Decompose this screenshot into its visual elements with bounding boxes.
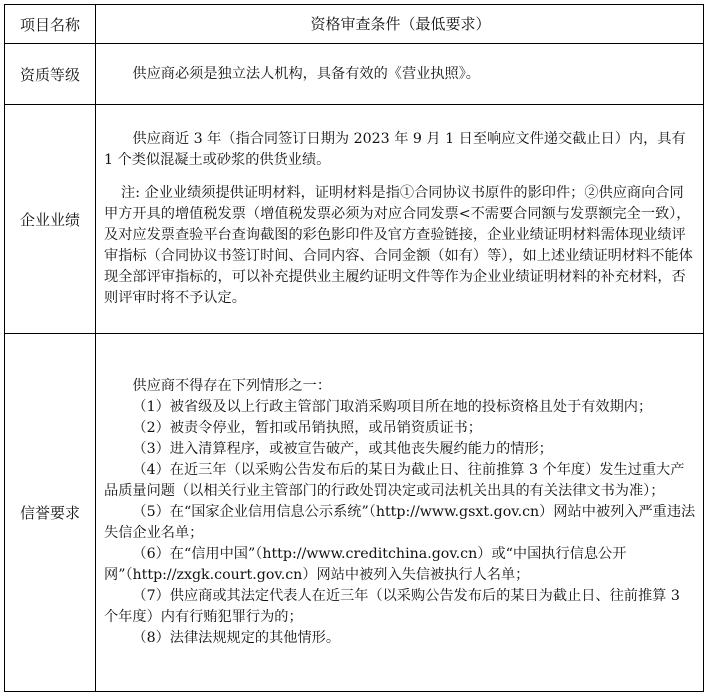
qualification-table [4,4,704,692]
list-item: （8）法律法规规定的其他情形。 [132,630,341,646]
row-label: 企业业绩 [5,105,96,334]
list-item: （2）被责令停业，暂扣或吊销执照，或吊销资质证书； [132,420,482,436]
header-item-name: 项目名称 [5,5,96,44]
row-content [96,44,704,105]
list-item: （1）被省级及以上行政主管部门取消采购项目所在地的投标资格且处于有效期内； [132,399,653,415]
list-item: （3）进入清算程序，或被宣告破产，或其他丧失履约能力的情形； [132,441,553,457]
row-label: 资质等级 [5,44,96,105]
paragraph-gap [104,171,697,183]
table-header-row [5,5,704,44]
row-content [96,334,704,692]
paragraph: 供应商近 3 年（指合同签订日期为 2023 年 9 月 1 日至响应文件递交截止日）内，具有 1 个类似混凝土或砂浆的供货业绩。 [104,131,686,168]
list-item: （5）在“国家企业信用信息公示系统”（http://www.gsxt.gov.cn）网站中被列入严重违法失信企业名单； [104,504,696,541]
table-row [5,105,704,334]
row-content [96,105,704,334]
paragraph: 供应商不得存在下列情形之一： [132,378,332,394]
paragraph: 供应商必须是独立法人机构，具备有效的《营业执照》。 [132,65,480,82]
row-label: 信誉要求 [5,334,96,692]
table-row [5,44,704,105]
header-requirement: 资格审查条件（最低要求） [96,5,704,44]
list-item: （4）在近三年（以采购公告发布后的某日为截止日、往前推算 3 个年度）发生过重大产品质量问题（以相关行业主管部门的行政处罚决定或司法机关出具的有关法律文书为准）； [104,462,685,499]
list-item: （6）在“信用中国”（http://www.creditchina.gov.cn）或“中国执行信息公开网”（http://zxgk.court.gov.cn）网站中被列入失信被执行人名单； [104,546,627,583]
table-row [5,334,704,692]
list-item: （7）供应商或其法定代表人在近三年（以采购公告发布后的某日为截止日、往前推算 3 个年度）内有行贿犯罪行为的； [104,588,680,625]
paragraph: 注: 企业业绩须提供证明材料，证明材料是指①合同协议书原件的影印件；②供应商向合同甲方开具的增值税发票（增值税发票必须为对应合同发票<不需要合同额与发票额完全一致），及对应发票查验平台查询截图的彩色影印件及官方查验链接，企业业绩证明材料需体现业绩评审指标（合同协议书签订时间、合同内容、合同金额（如有）等），如上述业绩证明材料不能体现全部评审指标的，可以补充提供业主履约证明文件等作为企业业绩证明材料的补充材料，否则评审时将不予认定。 [104,185,693,306]
